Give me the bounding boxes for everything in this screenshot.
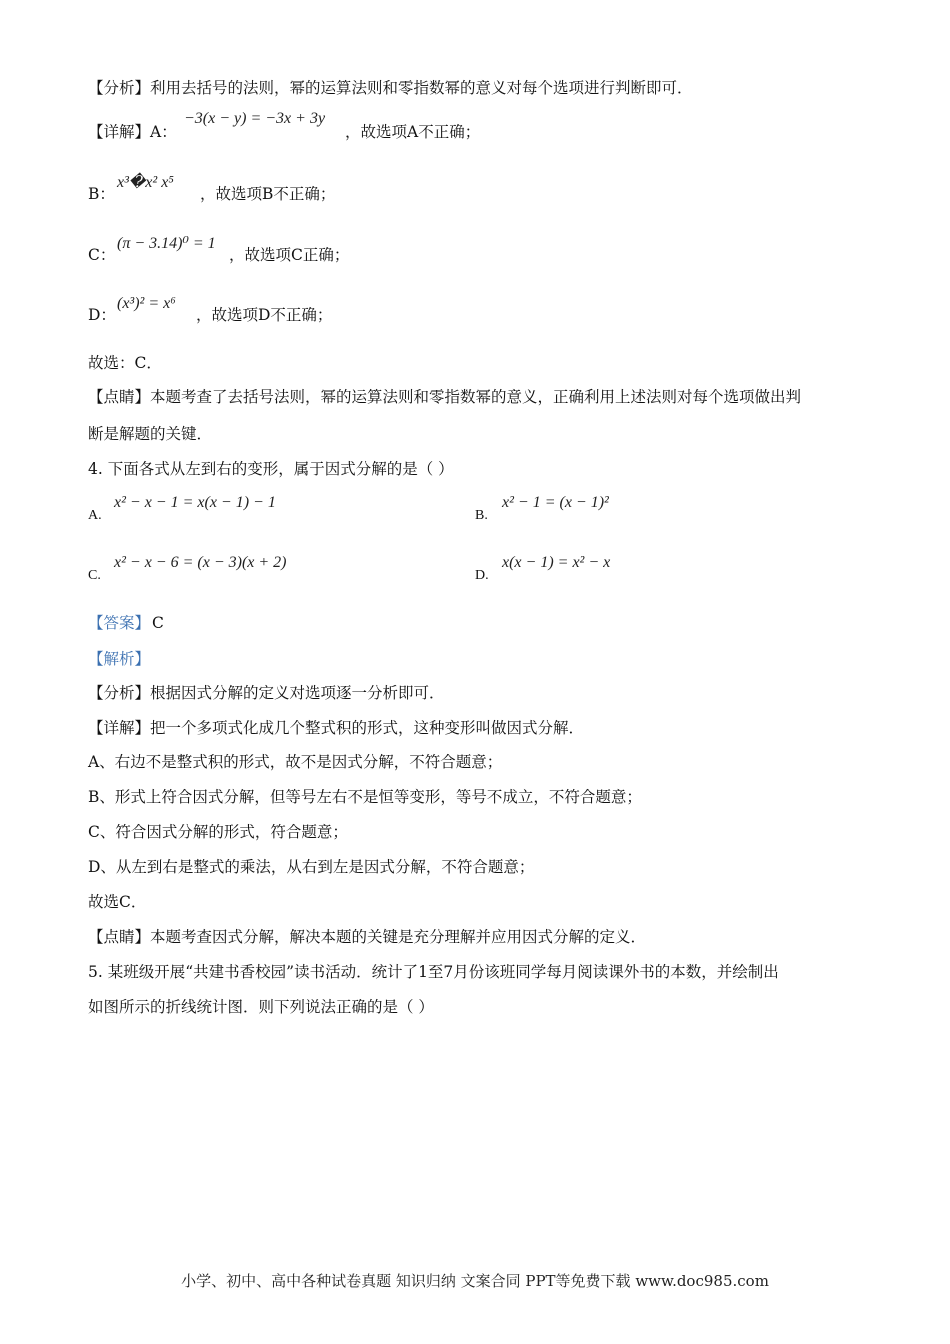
detail-a-suffix: ，故选项A不正确； — [345, 123, 481, 141]
analysis-line: 【分析】利用去括号的法则，幂的运算法则和零指数幂的意义对每个选项进行判断即可． — [88, 79, 693, 97]
detail-a-math: −3(x − y) = −3x + 3y — [184, 110, 326, 127]
option-b-label: B. — [475, 508, 488, 523]
question-4-stem: 4. 下面各式从左到右的变形，属于因式分解的是（ ） — [88, 460, 454, 478]
detail-c-prefix: C： — [88, 246, 116, 264]
answer-value: C — [152, 614, 164, 632]
option-c-math: x² − x − 6 = (x − 3)(x + 2) — [114, 554, 287, 571]
detail-b-line: B、形式上符合因式分解，但等号左右不是恒等变形，等号不成立，不符合题意； — [88, 788, 642, 806]
detail-d-line: D、从左到右是整式的乘法，从右到左是因式分解，不符合题意； — [88, 858, 535, 876]
remark-line: 【点睛】本题考查因式分解，解决本题的关键是充分理解并应用因式分解的定义． — [88, 928, 647, 946]
detail-a-prefix: 【详解】A： — [88, 123, 177, 141]
question-5-stem-1: 5. 某班级开展“共建书香校园”读书活动．统计了1至7月份该班同学每月阅读课外书的本数，并绘制出 — [88, 963, 779, 981]
detail-c-math: (π − 3.14)⁰ = 1 — [117, 235, 216, 252]
remark-line-2: 断是解题的关键． — [88, 425, 213, 443]
detail-b-suffix: ，故选项B不正确； — [200, 185, 336, 203]
question-5-stem-2: 如图所示的折线统计图．则下列说法正确的是（ ） — [88, 998, 434, 1016]
detail-a-line: A、右边不是整式积的形式，故不是因式分解，不符合题意； — [88, 753, 503, 771]
answer-label: 【答案】 — [88, 614, 151, 632]
remark-line-1: 【点睛】本题考查了去括号法则，幂的运算法则和零指数幂的意义，正确利用上述法则对每个选项做出判 — [88, 388, 802, 406]
detail-c-line: C、符合因式分解的形式，符合题意； — [88, 823, 348, 841]
option-d-label: D. — [475, 568, 489, 583]
detail-line: 【详解】把一个多项式化成几个整式积的形式，这种变形叫做因式分解． — [88, 719, 585, 737]
detail-b-prefix: B： — [88, 185, 115, 203]
option-b-math: x² − 1 = (x − 1)² — [502, 494, 609, 511]
detail-d-suffix: ，故选项D不正确； — [196, 306, 333, 324]
detail-d-prefix: D： — [88, 306, 116, 324]
option-c-label: C. — [88, 568, 101, 583]
option-a-math: x² − x − 1 = x(x − 1) − 1 — [114, 494, 276, 511]
option-d-math: x(x − 1) = x² − x — [502, 554, 611, 571]
analysis-line: 【分析】根据因式分解的定义对选项逐一分析即可． — [88, 684, 445, 702]
choose-line: 故选C． — [88, 893, 147, 911]
detail-c-suffix: ，故选项C正确； — [229, 246, 350, 264]
option-a-label: A. — [88, 508, 102, 523]
detail-d-math: (x³)² = x⁶ — [117, 295, 176, 312]
detail-b-math: x³�x² x⁵ — [117, 174, 174, 191]
explanation-label: 【解析】 — [88, 650, 151, 668]
choose-line: 故选：C． — [88, 354, 162, 372]
page-footer: 小学、初中、高中各种试卷真题 知识归纳 文案合同 PPT等免费下载 www.doc985.com — [181, 1272, 769, 1290]
